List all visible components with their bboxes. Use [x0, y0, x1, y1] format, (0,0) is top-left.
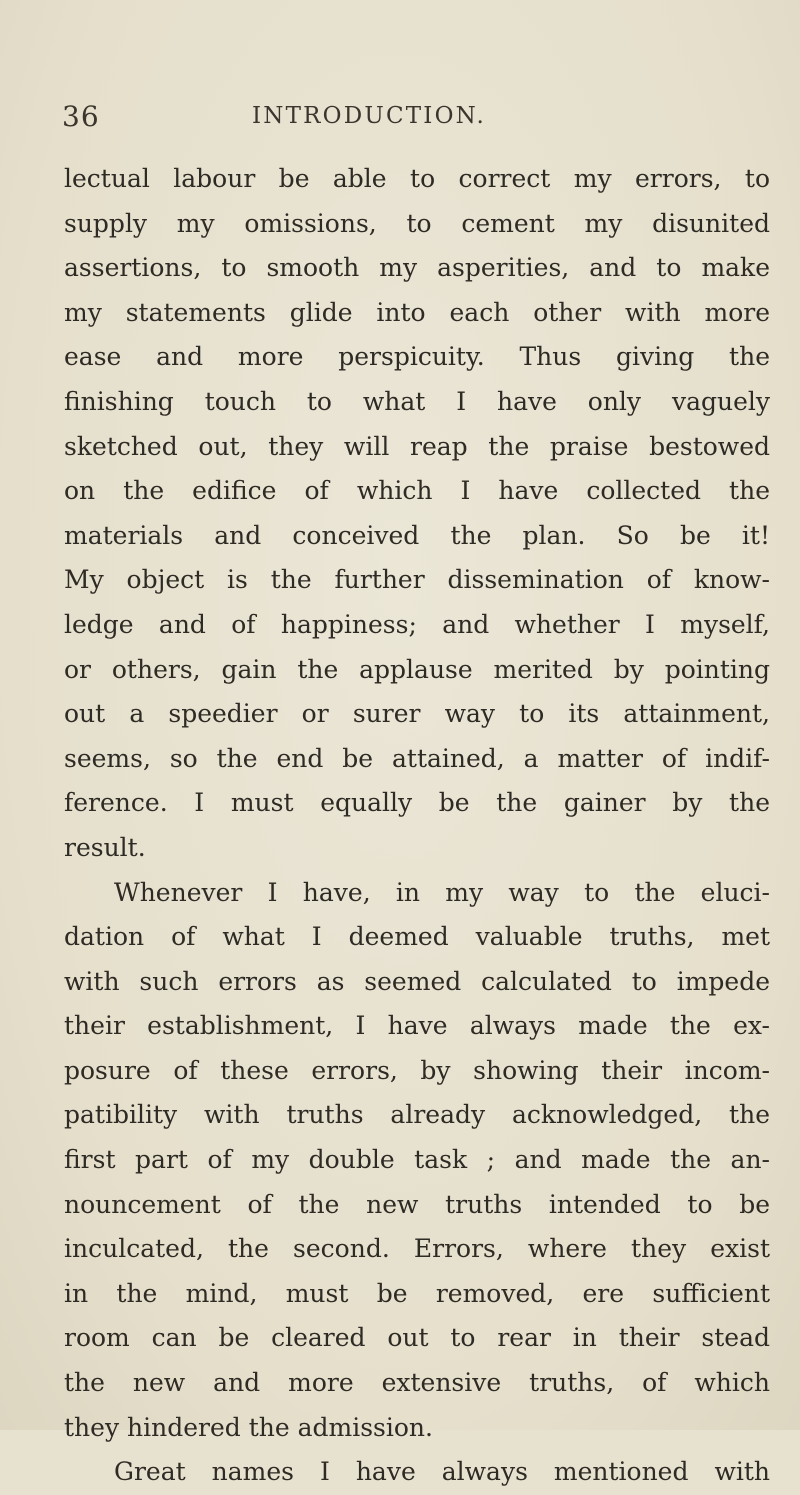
text-line: on the edifice of which I have collected the: [64, 476, 770, 506]
text-line: dation of what I deemed valuable truths, met: [64, 922, 770, 952]
paragraph-start-line: Great names I have always mentioned with: [114, 1457, 770, 1487]
text-line: patibility with truths already acknowledged, the: [64, 1100, 770, 1130]
text-line: first part of my double task ; and made the an-: [64, 1145, 770, 1175]
page-number: 36: [62, 100, 100, 133]
text-line: lectual labour be able to correct my errors, to: [64, 164, 770, 193]
text-line: in the mind, must be removed, ere sufficient: [64, 1278, 770, 1308]
text-line: sketched out, they will reap the praise bestowed: [64, 431, 770, 461]
text-line: or others, gain the applause merited by pointing: [64, 654, 770, 684]
text-line: with such errors as seemed calculated to impede: [64, 966, 770, 996]
running-title: INTRODUCTION.: [252, 103, 486, 129]
paragraph-end-line: they hindered the admission.: [64, 1412, 433, 1442]
text-line: nouncement of the new truths intended to be: [64, 1189, 770, 1219]
text-line: seems, so the end be attained, a matter of indif-: [64, 743, 770, 773]
text-line: posure of these errors, by showing their incom-: [64, 1055, 770, 1085]
running-head: [62, 100, 768, 140]
body-text: [64, 157, 770, 1495]
text-line: ledge and of happiness; and whether I myself,: [64, 609, 770, 639]
text-line: room can be cleared out to rear in their stead: [64, 1323, 770, 1353]
text-line: their establishment, I have always made the ex-: [64, 1011, 770, 1041]
text-line: supply my omissions, to cement my disunited: [64, 208, 770, 238]
text-line: out a speedier or surer way to its attainment,: [64, 699, 770, 729]
text-line: the new and more extensive truths, of which: [64, 1368, 770, 1398]
text-line: finishing touch to what I have only vaguely: [64, 386, 770, 416]
paragraph-end-line: result.: [64, 832, 146, 862]
text-line: My object is the further dissemination of know-: [64, 565, 770, 595]
text-line: my statements glide into each other with more: [64, 297, 770, 327]
paragraph-start-line: Whenever I have, in my way to the eluci-: [114, 877, 770, 907]
text-line: ease and more perspicuity. Thus giving the: [64, 342, 770, 372]
text-line: assertions, to smooth my asperities, and to make: [64, 253, 770, 283]
text-line: materials and conceived the plan. So be it!: [64, 520, 770, 550]
text-line: ference. I must equally be the gainer by the: [64, 788, 770, 818]
text-line: inculcated, the second. Errors, where they exist: [64, 1234, 770, 1264]
